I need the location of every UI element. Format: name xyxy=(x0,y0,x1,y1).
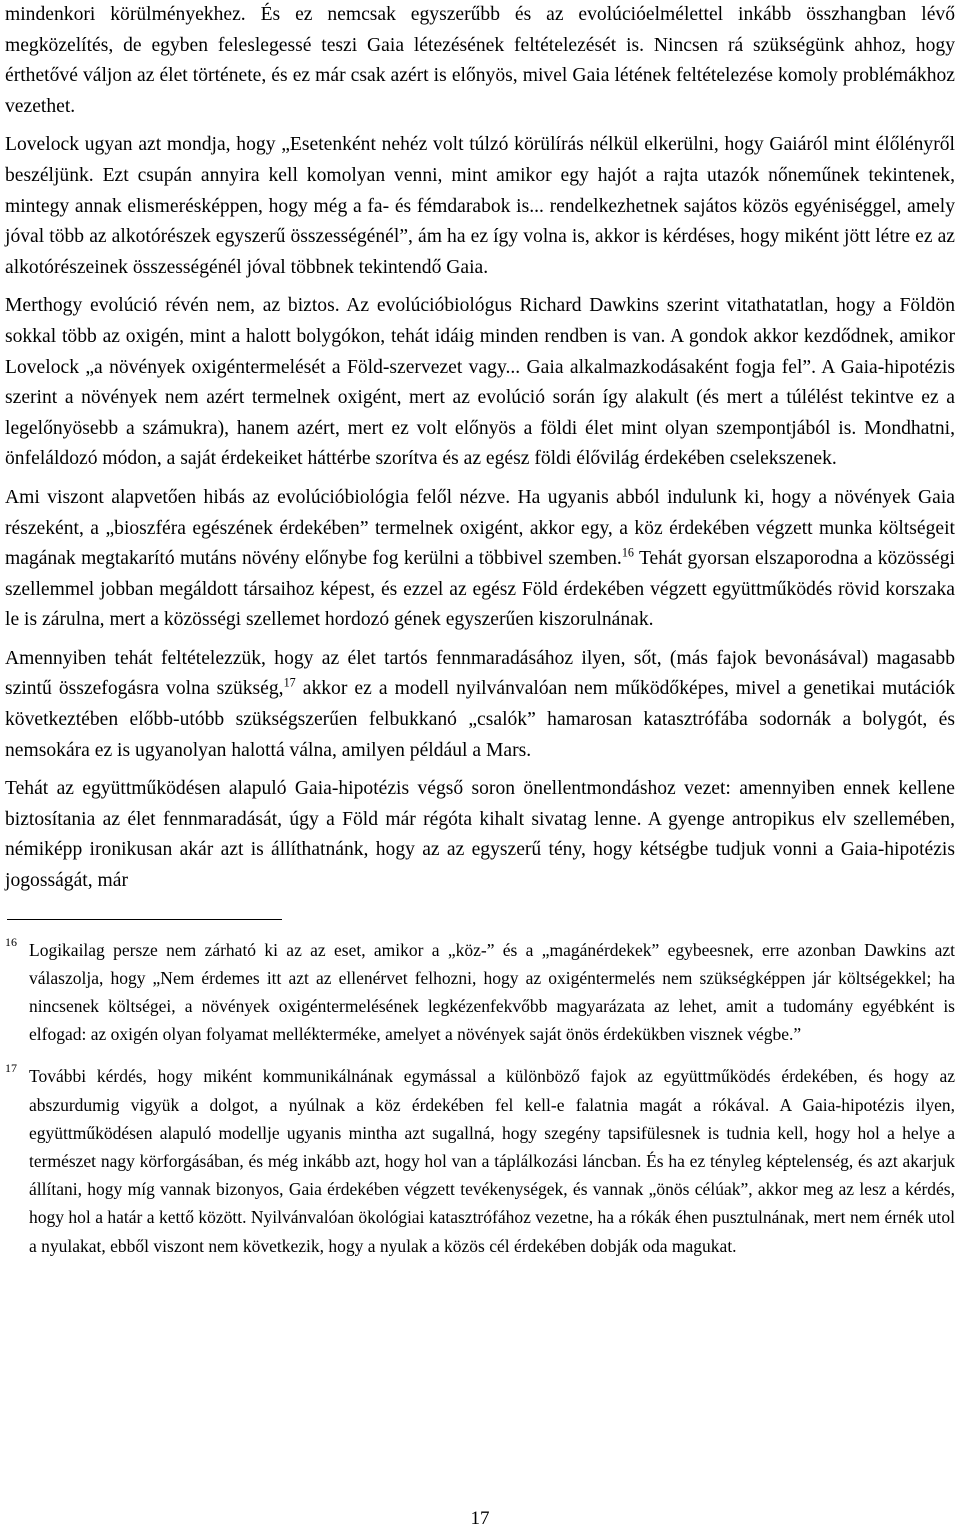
document-page xyxy=(5,0,955,1274)
footnote-17 xyxy=(5,1062,955,1259)
footnote-ref-16[interactable]: 16 xyxy=(621,545,634,560)
footnote-number-17: 17 xyxy=(5,1061,17,1076)
paragraph-4 xyxy=(5,483,955,636)
footnote-separator xyxy=(7,919,282,920)
paragraph-1: mindenkori körülményekhez. És ez nemcsak egyszerűbb és az evolúcióelmélettel inkább összhangban lévő megközelítés, de egyben feleslegessé teszi Gaia létezésének feltételezését is. Nincsen rá szükségünk ahhoz, hogy érthetővé váljon az élet története, és ez már csak azért is előnyös, mivel Gaia létének feltételezése komoly problémákhoz vezethet. xyxy=(5,4,955,117)
paragraph-3: Merthogy evolúció révén nem, az biztos. Az evolúcióbiológus Richard Dawkins szerint vitathatatlan, hogy a Földön sokkal több az oxigén, mint a halott bolygókon, tehát idáig minden rendben is van. A gondok akkor kezdődnek, amikor Lovelock „a növények oxigéntermelését a Föld-szervezet vagy... Gaia alkalmazkodásaként fogja fel”. A Gaia-hipotézis szerint a növények nem azért termelnek oxigént, mert az evolúció során így alakult (és mert a túlélést tekintve ez a legelőnyösebb a számukra), hanem azért, mert ez volt előnyös a földi élet mint olyan szempontjából is. Mondhatni, önfeláldozó módon, a saját érdekeiket háttérbe szorítva és az egész földi élővilág érdekében cselekszenek. xyxy=(5,295,955,470)
paragraph-5 xyxy=(5,644,955,766)
page-number: 17 xyxy=(470,1508,490,1529)
footnote-ref-17[interactable]: 17 xyxy=(283,675,296,690)
footnote-text-16: Logikailag persze nem zárható ki az az eset, amikor a „köz-” és a „magánérdekek” egybeesnek, erre azonban Dawkins azt válaszolja, hogy „Nem érdemes itt azt az ellenérvet felhozni, hogy az oxigéntermelés nem szükségképpen jár költségekkel; ha nincsenek költségei, a növények oxigéntermelésének legkézenfekvőbb magyarázata az lehet, amit a tudomány egyébként is elfogad: az oxigén olyan folyamat mellékterméke, amelyet a növények saját önös érdekükben visznek végbe.” xyxy=(29,939,955,1045)
paragraph-5-text-after: akkor ez a modell nyilvánvalóan nem működőképes, mivel a genetikai mutációk következtében előbb-utóbb szükségszerűen felbukkanó „csalók” hamarosan katasztrófába sodornák a bolygót, és nemsokára ez is ugyanolyan halottá válna, amilyen például a Mars. xyxy=(5,678,955,761)
paragraph-6: Tehát az együttműködésen alapuló Gaia-hipotézis végső soron önellentmondáshoz vezet: amennyiben ennek kellene biztosítania az élet fennmaradását, úgy a Föld már régóta kihalt sivatag lenne. A gyenge antropikus elv szellemében, némiképp ironikusan akár azt is állíthatnánk, hogy az az egyszerű tény, hogy kétségbe tudjuk vonni a Gaia-hipotézis jogosságát, már xyxy=(5,778,955,892)
paragraph-4-text-after: Tehát gyorsan elszaporodna a közösségi szellemmel jobban megáldott társaihoz képest, és ezzel az egész Föld érdekében végzett együttműködés rövid korszaka le is zárulna, mert a közösségi szellemet hordozó gének egyszerűen kiszorulnának. xyxy=(5,548,955,631)
footnote-number-16: 16 xyxy=(5,934,17,949)
paragraph-5-text-before: Amennyiben tehát feltételezzük, hogy az élet tartós fennmaradásához ilyen, sőt, (más fajok bevonásával) magasabb szintű összefogásra volna szükség, xyxy=(5,647,955,700)
paragraph-4-text-before: Ami viszont alapvetően hibás az evolúcióbiológia felől nézve. Ha ugyanis abból indulunk ki, hogy a növények Gaia részeként, a „bioszféra egészének érdekében” termelnek oxigént, akkor egy, a köz érdekében végzett munka költségeit magának megtakarító mutáns növény előnybe fog kerülni a többivel szemben. xyxy=(5,486,955,570)
footnote-text-17: További kérdés, hogy miként kommunikálnának egymással a különböző fajok az együttműködés érdekében, és hogy az abszurdumig vigyük a dolgot, a nyúlnak a köz érdekében fel kell-e falatnia magát a rókával. A Gaia-hipotézis ilyen, együttműködésen alapuló modellje ugyanis mintha azt sugallná, hogy szegény tapsifülesnek is tudnia kell, hogy hol a helye a természet nagy körforgásában, és még inkább azt, hogy hol van a táplálkozási láncban. És ha ez tényleg képtelenség, és azt akarjuk állítani, hogy míg vannak bizonyos, Gaia érdekében végzett tevékenységek, és vannak „önös célúak”, akkor meg az lesz a kérdés, hogy hol a határ a kettő között. Nyilvánvalóan ökológiai katasztrófához vezetne, ha a rókák éhen pusztulnának, mert nem érnék utol a nyulakat, ebből viszont nem következik, hogy a nyulak a közös cél érdekében dobják oda magukat. xyxy=(29,1066,955,1256)
paragraph-2: Lovelock ugyan azt mondja, hogy „Esetenként nehéz volt túlzó körülírás nélkül elkerülni, hogy Gaiáról mint élőlényről beszéljünk. Ezt csupán annyira kell komolyan venni, mint amikor egy hajót a rajta utazók nőneműnek tekintenek, mintegy annak elismerésképpen, hogy még a fa- és fémdarabok is... rendelkezhetnek sajátos közös egyéniséggel, amely jóval több az alkotórészek egyszerű összességénél”, ám ha ez így volna is, akkor is kérdéses, hogy miként jött létre ez az alkotórészeinek összességénél jóval többnek tekintendő Gaia. xyxy=(5,134,955,278)
footnote-16 xyxy=(5,936,955,1049)
